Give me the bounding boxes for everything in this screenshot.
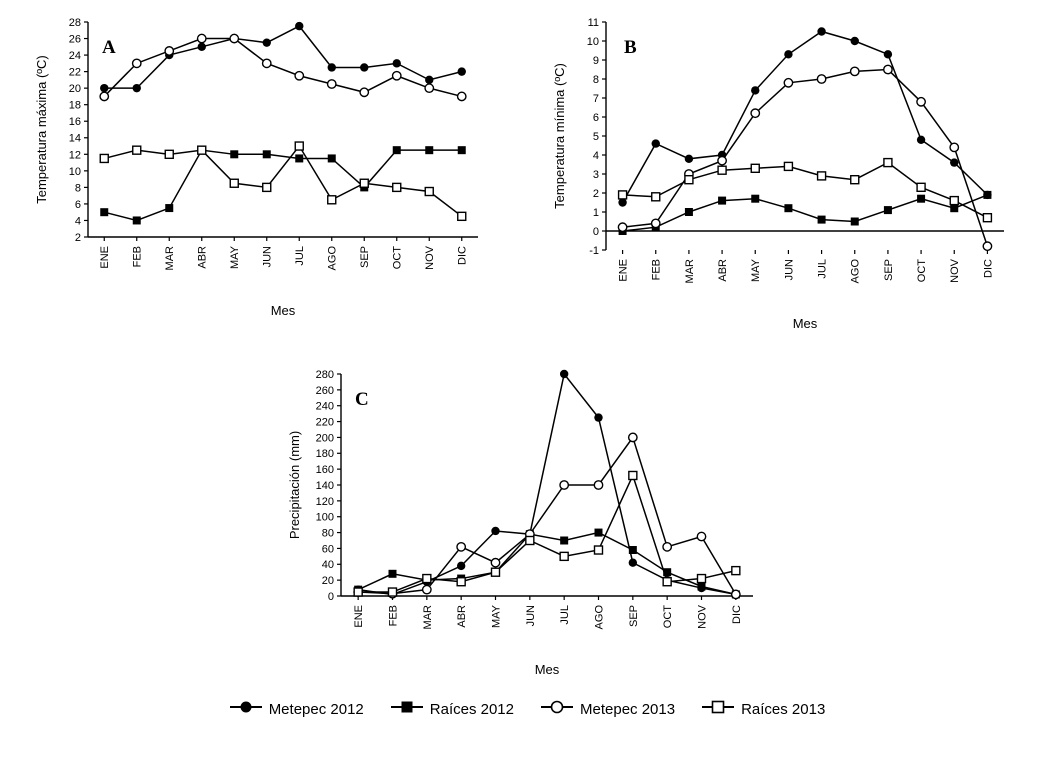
y-axis-tick-label: 4 bbox=[592, 149, 599, 162]
y-axis-tick-label: -1 bbox=[589, 244, 599, 257]
chart-legend bbox=[0, 700, 1054, 718]
x-axis-tick-label: OCT bbox=[662, 605, 675, 629]
legend-label: Raíces 2013 bbox=[741, 700, 826, 718]
y-axis-tick-label: 180 bbox=[315, 448, 334, 461]
y-axis-tick-label: 140 bbox=[315, 479, 334, 492]
y-axis-tick-label: 1 bbox=[592, 206, 599, 219]
y-axis-tick-label: 2 bbox=[74, 231, 81, 244]
legend-label: Metepec 2012 bbox=[268, 700, 364, 718]
y-axis-tick-label: 22 bbox=[68, 66, 81, 79]
y-axis-tick-label: 80 bbox=[321, 527, 334, 540]
x-axis-tick-label: MAY bbox=[490, 605, 503, 629]
y-axis-tick-label: 100 bbox=[315, 511, 334, 524]
legend-item bbox=[390, 700, 514, 718]
x-axis-tick-label: NOV bbox=[696, 605, 709, 629]
data-series bbox=[619, 191, 992, 235]
y-axis-tick-label: 220 bbox=[315, 416, 334, 429]
y-axis-tick-label: 2 bbox=[592, 187, 599, 200]
x-axis-tick-label: SEP bbox=[627, 605, 640, 628]
y-axis-tick-label: 26 bbox=[68, 33, 81, 46]
chart-panel-c bbox=[255, 360, 815, 690]
y-axis-tick-label: 120 bbox=[315, 495, 334, 508]
y-axis-tick-label: 7 bbox=[592, 92, 599, 105]
chart-panel-b bbox=[528, 8, 1038, 353]
y-axis-tick-label: 6 bbox=[592, 111, 599, 124]
y-axis-tick-label: 0 bbox=[327, 590, 334, 603]
y-axis-tick-label: 40 bbox=[321, 559, 334, 572]
x-axis-tick-label: FEB bbox=[131, 246, 144, 268]
y-axis-tick-label: 0 bbox=[592, 225, 599, 238]
x-axis-tick-label: FEB bbox=[650, 259, 663, 281]
data-series bbox=[618, 27, 991, 206]
x-axis-tick-label: ENE bbox=[353, 605, 366, 628]
x-axis-tick-label: ENE bbox=[617, 259, 630, 282]
y-axis-tick-label: 11 bbox=[587, 16, 599, 29]
x-axis-tick-label: AGO bbox=[593, 605, 606, 630]
y-axis-tick-label: 9 bbox=[592, 54, 599, 67]
x-axis-tick-label: JUL bbox=[294, 246, 307, 266]
x-axis-tick-label: ABR bbox=[196, 246, 209, 269]
data-series bbox=[354, 370, 740, 599]
legend-item bbox=[229, 700, 364, 718]
y-axis-title: Temperatura máxima (ºC) bbox=[34, 55, 49, 204]
legend-label: Raíces 2012 bbox=[429, 700, 514, 718]
y-axis-tick-label: 60 bbox=[321, 543, 334, 556]
x-axis-tick-label: AGO bbox=[326, 246, 339, 271]
y-axis-tick-label: 20 bbox=[68, 83, 81, 96]
data-series bbox=[100, 34, 466, 100]
x-axis-tick-label: JUL bbox=[559, 605, 572, 625]
y-axis-tick-label: 14 bbox=[68, 132, 81, 145]
x-axis-tick-label: AGO bbox=[849, 259, 862, 284]
legend-marker-filled-square bbox=[390, 700, 424, 718]
y-axis-tick-label: 6 bbox=[74, 198, 81, 211]
panel-label: C bbox=[355, 389, 369, 410]
legend-item bbox=[701, 700, 825, 718]
y-axis-tick-label: 260 bbox=[315, 384, 334, 397]
x-axis-title: Mes bbox=[534, 662, 560, 677]
x-axis-tick-label: ABR bbox=[717, 259, 730, 282]
x-axis-tick-label: SEP bbox=[359, 246, 372, 269]
x-axis-tick-label: OCT bbox=[916, 259, 929, 283]
y-axis-tick-label: 20 bbox=[321, 575, 334, 588]
chart-panel-a bbox=[10, 8, 510, 338]
x-axis-tick-label: ABR bbox=[456, 605, 469, 628]
y-axis-tick-label: 8 bbox=[74, 182, 81, 195]
x-axis-title: Mes bbox=[270, 303, 296, 318]
data-series bbox=[354, 433, 740, 598]
x-axis-tick-label: JUN bbox=[261, 246, 274, 268]
legend-marker-filled-circle bbox=[229, 700, 263, 718]
y-axis-tick-label: 5 bbox=[592, 130, 599, 143]
y-axis-title: Precipitación (mm) bbox=[287, 430, 302, 540]
data-series bbox=[100, 146, 466, 224]
x-axis-tick-label: MAR bbox=[164, 246, 177, 271]
y-axis-tick-label: 3 bbox=[592, 168, 599, 181]
chart-a-svg bbox=[10, 8, 510, 338]
y-axis-tick-label: 24 bbox=[68, 50, 81, 63]
y-axis-tick-label: 240 bbox=[315, 400, 334, 413]
x-axis-tick-label: NOV bbox=[949, 259, 962, 283]
y-axis-tick-label: 10 bbox=[586, 35, 599, 48]
y-axis-tick-label: 8 bbox=[592, 73, 599, 86]
data-series bbox=[618, 65, 991, 250]
panel-label: A bbox=[102, 37, 116, 58]
x-axis-tick-label: MAY bbox=[750, 259, 763, 283]
x-axis-tick-label: ENE bbox=[99, 246, 112, 269]
x-axis-tick-label: MAY bbox=[229, 246, 242, 270]
chart-c-svg bbox=[255, 360, 815, 690]
x-axis-tick-label: JUN bbox=[524, 605, 537, 627]
legend-item bbox=[540, 700, 675, 718]
y-axis-tick-label: 200 bbox=[315, 432, 334, 445]
x-axis-tick-label: SEP bbox=[882, 259, 895, 282]
panel-label: B bbox=[624, 37, 637, 58]
x-axis-tick-label: DIC bbox=[730, 605, 743, 624]
legend-label: Metepec 2013 bbox=[580, 700, 676, 718]
x-axis-tick-label: JUN bbox=[783, 259, 796, 281]
x-axis-tick-label: DIC bbox=[982, 259, 995, 278]
y-axis-tick-label: 160 bbox=[315, 464, 334, 477]
x-axis-tick-label: FEB bbox=[387, 605, 400, 627]
y-axis-tick-label: 16 bbox=[68, 116, 81, 129]
x-axis-tick-label: OCT bbox=[391, 246, 404, 270]
legend-marker-open-circle bbox=[540, 700, 574, 718]
y-axis-tick-label: 280 bbox=[315, 368, 334, 381]
y-axis-tick-label: 12 bbox=[68, 149, 81, 162]
y-axis-tick-label: 4 bbox=[74, 215, 81, 228]
chart-b-svg bbox=[528, 8, 1038, 353]
y-axis-title: Temperatura mínima (ºC) bbox=[552, 63, 567, 209]
y-axis-tick-label: 18 bbox=[68, 99, 81, 112]
x-axis-tick-label: MAR bbox=[683, 259, 696, 284]
data-series bbox=[100, 142, 466, 220]
x-axis-tick-label: JUL bbox=[816, 259, 829, 279]
legend-marker-open-square bbox=[701, 700, 735, 718]
y-axis-tick-label: 10 bbox=[68, 165, 81, 178]
x-axis-tick-label: NOV bbox=[424, 246, 437, 270]
x-axis-title: Mes bbox=[792, 316, 818, 331]
x-axis-tick-label: MAR bbox=[421, 605, 434, 630]
y-axis-tick-label: 28 bbox=[68, 16, 81, 29]
data-series bbox=[619, 159, 992, 222]
x-axis-tick-label: DIC bbox=[456, 246, 469, 265]
